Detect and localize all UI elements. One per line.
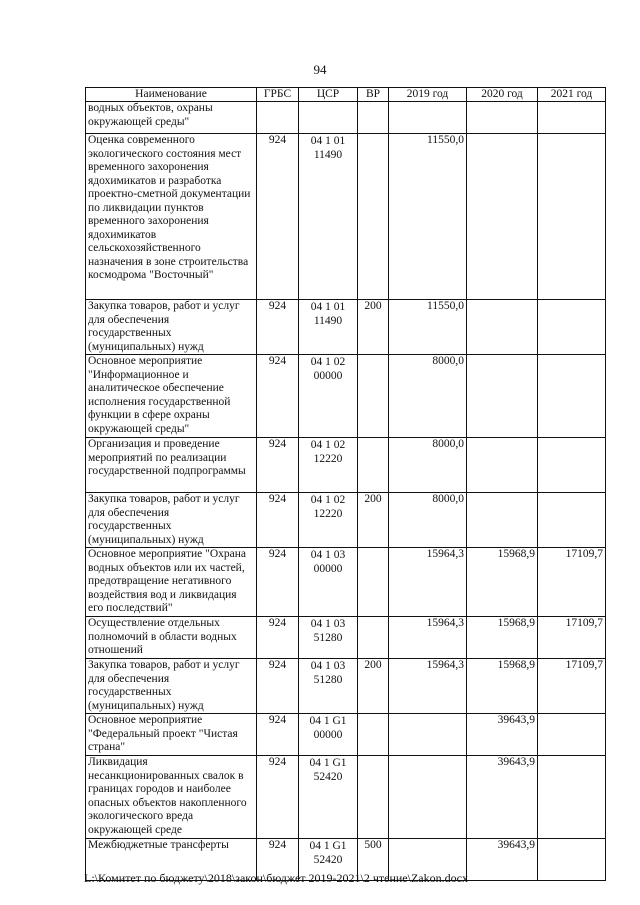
row-2020: 15968,9	[467, 548, 538, 617]
row-2021	[538, 493, 606, 548]
table-row	[86, 102, 606, 134]
row-2021	[538, 714, 606, 756]
row-csr: 04 1 01 11490	[299, 134, 358, 300]
row-name: Основное мероприятие "Охрана водных объектов или их частей, предотвращение негативного воздействия вод и ликвидация его последствий"	[86, 548, 257, 617]
row-grbs: 924	[257, 714, 299, 756]
row-2020	[467, 438, 538, 493]
row-2020: 39643,9	[467, 839, 538, 881]
row-name: Осуществление отдельных полномочий в области водных отношений	[86, 617, 257, 659]
row-grbs: 924	[257, 355, 299, 438]
row-2020: 15968,9	[467, 659, 538, 714]
row-name: Закупка товаров, работ и услуг для обеспечения государственных (муниципальных) нужд	[86, 659, 257, 714]
row-name: Межбюджетные трансферты	[86, 839, 257, 881]
row-name: Ликвидация несанкционированных свалок в границах городов и наиболее опасных объектов накопленного экологического вреда окружающей среде	[86, 756, 257, 839]
row-vr	[358, 134, 389, 300]
table-header-row	[86, 88, 606, 102]
row-vr	[358, 617, 389, 659]
row-2021	[538, 134, 606, 300]
row-2020	[467, 493, 538, 548]
row-2019	[389, 714, 467, 756]
row-csr: 04 1 02 12220	[299, 438, 358, 493]
row-csr: 04 1 03 51280	[299, 617, 358, 659]
table-row	[86, 438, 606, 493]
row-grbs	[257, 102, 299, 134]
row-csr: 04 1 01 11490	[299, 300, 358, 355]
row-grbs: 924	[257, 493, 299, 548]
table-row	[86, 355, 606, 438]
row-grbs: 924	[257, 438, 299, 493]
row-2019: 15964,3	[389, 617, 467, 659]
row-2020: 39643,9	[467, 756, 538, 839]
footer-file-path: L:\Комитет по бюджету\2018\закон\бюджет 2019-2021\2 чтение\Zakon.docx	[84, 871, 468, 885]
row-csr: 04 1 G1 52420	[299, 839, 358, 881]
row-csr: 04 1 G1 00000	[299, 714, 358, 756]
row-2019: 8000,0	[389, 493, 467, 548]
row-2020	[467, 300, 538, 355]
row-csr: 04 1 02 12220	[299, 493, 358, 548]
row-name: Закупка товаров, работ и услуг для обеспечения государственных (муниципальных) нужд	[86, 493, 257, 548]
table-row	[86, 548, 606, 617]
row-2019: 8000,0	[389, 438, 467, 493]
row-grbs: 924	[257, 548, 299, 617]
row-name: Оценка современного экологического состояния мест временного захоронения ядохимикатов и разработка проектно-сметной документации по ликвидации пунктов временного захоронения ядохимикатов сельскохозяйственного назначения в зоне строительства космодрома "Восточный"	[86, 134, 257, 300]
row-grbs: 924	[257, 659, 299, 714]
row-2019	[389, 102, 467, 134]
row-vr: 200	[358, 659, 389, 714]
row-2020	[467, 355, 538, 438]
row-grbs: 924	[257, 300, 299, 355]
table-row	[86, 714, 606, 756]
row-2021	[538, 102, 606, 134]
row-2019: 8000,0	[389, 355, 467, 438]
row-2021	[538, 355, 606, 438]
row-name: Основное мероприятие "Информационное и аналитическое обеспечение исполнения государственной функции в сфере охраны окружающей среды"	[86, 355, 257, 438]
budget-table	[85, 87, 606, 881]
row-2020	[467, 134, 538, 300]
header-2019: 2019 год	[389, 88, 467, 102]
row-vr	[358, 756, 389, 839]
row-name: Закупка товаров, работ и услуг для обеспечения государственных (муниципальных) нужд	[86, 300, 257, 355]
row-grbs: 924	[257, 134, 299, 300]
row-vr	[358, 438, 389, 493]
header-2021: 2021 год	[538, 88, 606, 102]
row-grbs: 924	[257, 839, 299, 881]
row-vr	[358, 714, 389, 756]
page-number: 94	[313, 62, 327, 77]
row-csr: 04 1 G1 52420	[299, 756, 358, 839]
table-row	[86, 300, 606, 355]
header-2020: 2020 год	[467, 88, 538, 102]
row-csr	[299, 102, 358, 134]
table-row	[86, 134, 606, 300]
row-2019: 15964,3	[389, 548, 467, 617]
row-name: Основное мероприятие "Федеральный проект "Чистая страна"	[86, 714, 257, 756]
table-row	[86, 617, 606, 659]
row-vr	[358, 102, 389, 134]
row-csr: 04 1 02 00000	[299, 355, 358, 438]
row-vr	[358, 355, 389, 438]
row-vr: 200	[358, 493, 389, 548]
row-2020	[467, 102, 538, 134]
row-2021: 17109,7	[538, 659, 606, 714]
row-2019: 15964,3	[389, 659, 467, 714]
row-grbs: 924	[257, 756, 299, 839]
row-csr: 04 1 03 51280	[299, 659, 358, 714]
row-2019	[389, 756, 467, 839]
row-2020: 15968,9	[467, 617, 538, 659]
table-row	[86, 659, 606, 714]
row-2021	[538, 839, 606, 881]
row-2021	[538, 756, 606, 839]
table-row	[86, 493, 606, 548]
header-vr: ВР	[358, 88, 389, 102]
row-2019: 11550,0	[389, 300, 467, 355]
row-name: водных объектов, охраны окружающей среды"	[86, 102, 257, 134]
header-csr: ЦСР	[299, 88, 358, 102]
row-2019: 11550,0	[389, 134, 467, 300]
row-2021	[538, 300, 606, 355]
row-grbs: 924	[257, 617, 299, 659]
row-2021	[538, 438, 606, 493]
row-vr: 200	[358, 300, 389, 355]
header-grbs: ГРБС	[257, 88, 299, 102]
table-row	[86, 756, 606, 839]
row-2020: 39643,9	[467, 714, 538, 756]
header-name: Наименование	[86, 88, 257, 102]
row-2021: 17109,7	[538, 548, 606, 617]
row-2021: 17109,7	[538, 617, 606, 659]
row-name: Организация и проведение мероприятий по реализации государственной подпрограммы	[86, 438, 257, 493]
row-csr: 04 1 03 00000	[299, 548, 358, 617]
row-vr: 500	[358, 839, 389, 881]
row-vr	[358, 548, 389, 617]
